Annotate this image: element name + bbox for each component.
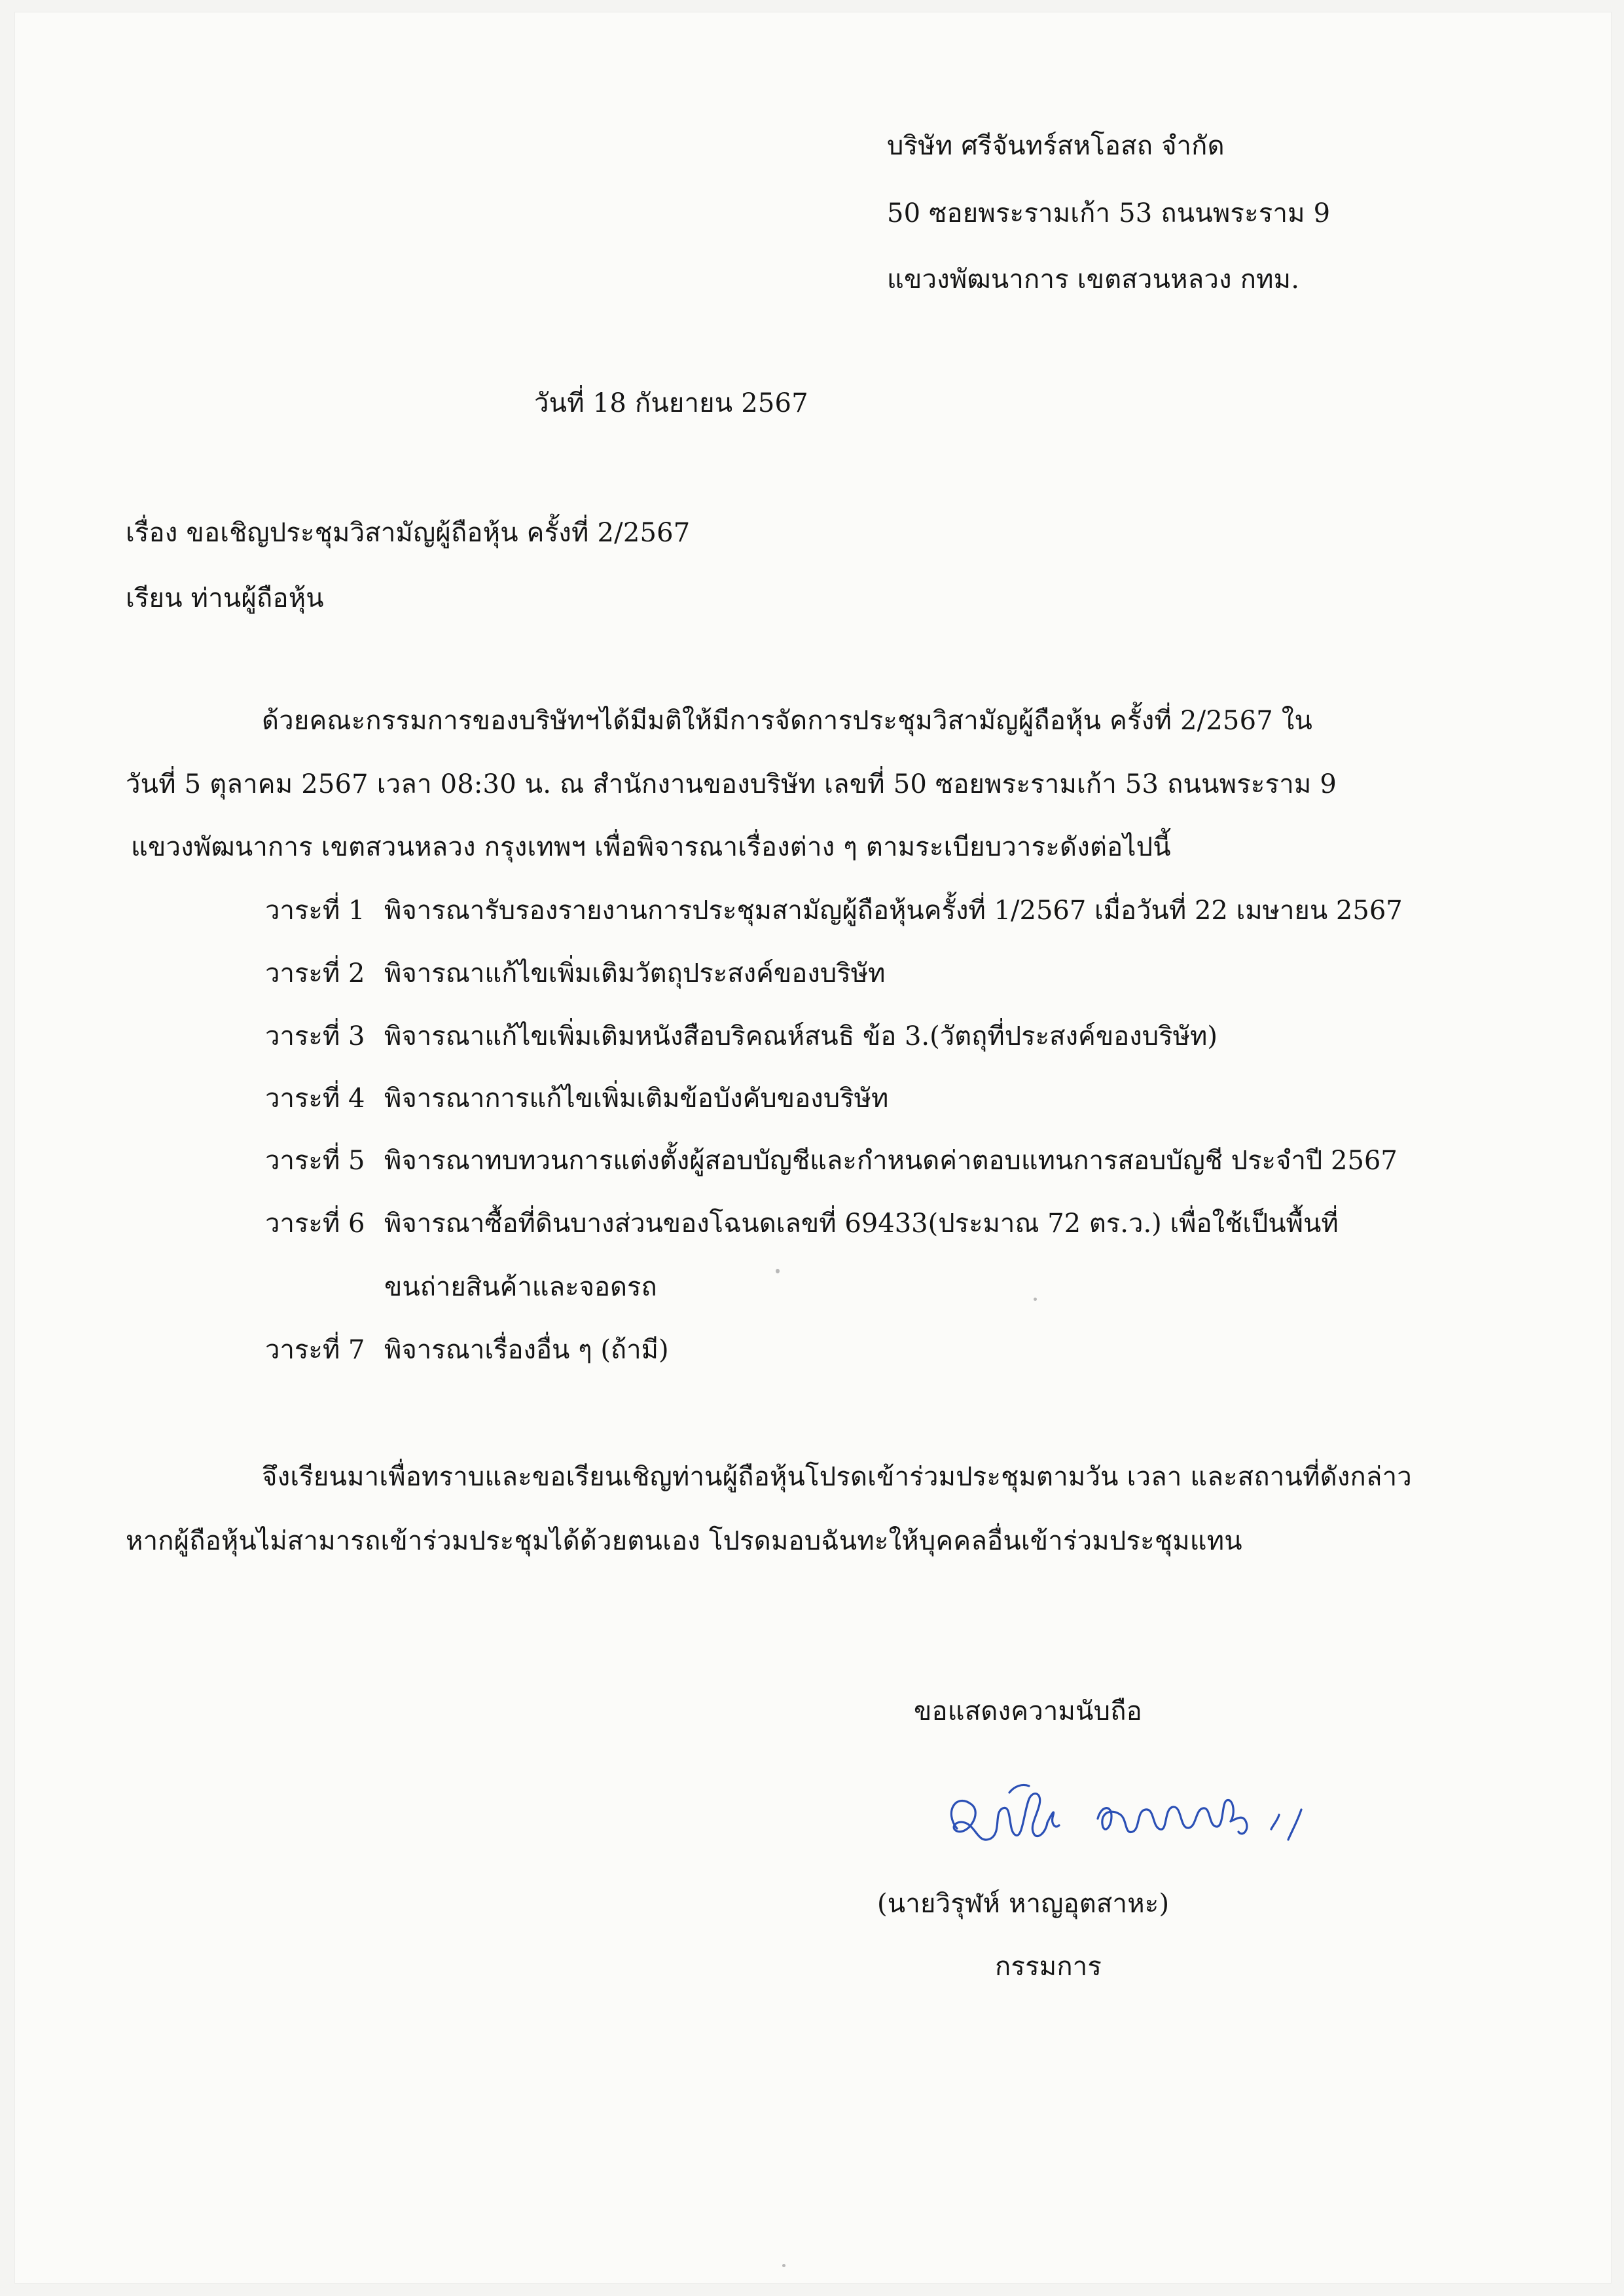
intro-line-2: วันที่ 5 ตุลาคม 2567 เวลา 08:30 น. ณ สำนักงานของบริษัท เลขที่ 50 ซอยพระรามเก้า 53 ถนนพระราม 9 xyxy=(126,769,1337,799)
agenda-number: วาระที่ 4 xyxy=(265,1084,365,1114)
signer-name: (นายวิรุฬห์ หาญอุตสาหะ) xyxy=(877,1889,1170,1919)
intro-line-1: ด้วยคณะกรรมการของบริษัทฯได้มีมติให้มีการจัดการประชุมวิสามัญผู้ถือหุ้น ครั้งที่ 2/2567 ใน xyxy=(262,706,1313,736)
agenda-number: วาระที่ 5 xyxy=(265,1146,365,1176)
regards-text: ขอแสดงความนับถือ xyxy=(914,1696,1142,1726)
agenda-text-continuation: ขนถ่ายสินค้าและจอดรถ xyxy=(384,1272,657,1302)
intro-line-3: แขวงพัฒนาการ เขตสวนหลวง กรุงเทพฯ เพื่อพิจารณาเรื่องต่าง ๆ ตามระเบียบวาระดังต่อไปนี้ xyxy=(131,832,1171,862)
agenda-number: วาระที่ 2 xyxy=(265,958,365,989)
scan-speck xyxy=(782,2264,785,2267)
company-name: บริษัท ศรีจันทร์สหโอสถ จำกัด xyxy=(887,131,1225,161)
agenda-text: พิจารณาซื้อที่ดินบางส่วนของโฉนดเลขที่ 69433(ประมาณ 72 ตร.ว.) เพื่อใช้เป็นพื้นที่ xyxy=(384,1209,1339,1239)
agenda-number: วาระที่ 6 xyxy=(265,1209,365,1239)
agenda-text: พิจารณาแก้ไขเพิ่มเติมหนังสือบริคณห์สนธิ ข้อ 3.(วัตถุที่ประสงค์ของบริษัท) xyxy=(384,1021,1218,1051)
agenda-text: พิจารณาเรื่องอื่น ๆ (ถ้ามี) xyxy=(384,1335,669,1365)
company-address-line2: แขวงพัฒนาการ เขตสวนหลวง กทม. xyxy=(887,264,1300,295)
closing-line-2: หากผู้ถือหุ้นไม่สามารถเข้าร่วมประชุมได้ด้วยตนเอง โปรดมอบฉันทะให้บุคคลอื่นเข้าร่วมประชุมแทน xyxy=(126,1526,1242,1556)
agenda-text: พิจารณาแก้ไขเพิ่มเติมวัตถุประสงค์ของบริษัท xyxy=(384,958,886,989)
letter-subject: เรื่อง ขอเชิญประชุมวิสามัญผู้ถือหุ้น ครั้งที่ 2/2567 xyxy=(126,518,691,548)
closing-line-1: จึงเรียนมาเพื่อทราบและขอเรียนเชิญท่านผู้ถือหุ้นโปรดเข้าร่วมประชุมตามวัน เวลา และสถานที่ดังกล่าว xyxy=(262,1462,1412,1492)
agenda-number: วาระที่ 7 xyxy=(265,1335,365,1365)
scan-speck xyxy=(776,1269,780,1273)
letter-recipient: เรียน ท่านผู้ถือหุ้น xyxy=(126,583,324,613)
signer-title: กรรมการ xyxy=(995,1952,1102,1982)
signature-image xyxy=(931,1766,1363,1865)
agenda-number: วาระที่ 3 xyxy=(265,1021,365,1051)
agenda-number: วาระที่ 1 xyxy=(265,896,365,926)
letter-page xyxy=(14,12,1612,2284)
letter-date: วันที่ 18 กันยายน 2567 xyxy=(534,388,808,418)
agenda-text: พิจารณาการแก้ไขเพิ่มเติมข้อบังคับของบริษัท xyxy=(384,1084,889,1114)
agenda-text: พิจารณารับรองรายงานการประชุมสามัญผู้ถือหุ้นครั้งที่ 1/2567 เมื่อวันที่ 22 เมษายน 2567 xyxy=(384,896,1403,926)
agenda-text: พิจารณาทบทวนการแต่งตั้งผู้สอบบัญชีและกำหนดค่าตอบแทนการสอบบัญชี ประจำปี 2567 xyxy=(384,1146,1398,1176)
company-address-line1: 50 ซอยพระรามเก้า 53 ถนนพระราม 9 xyxy=(887,198,1331,228)
scan-speck xyxy=(1034,1298,1037,1301)
